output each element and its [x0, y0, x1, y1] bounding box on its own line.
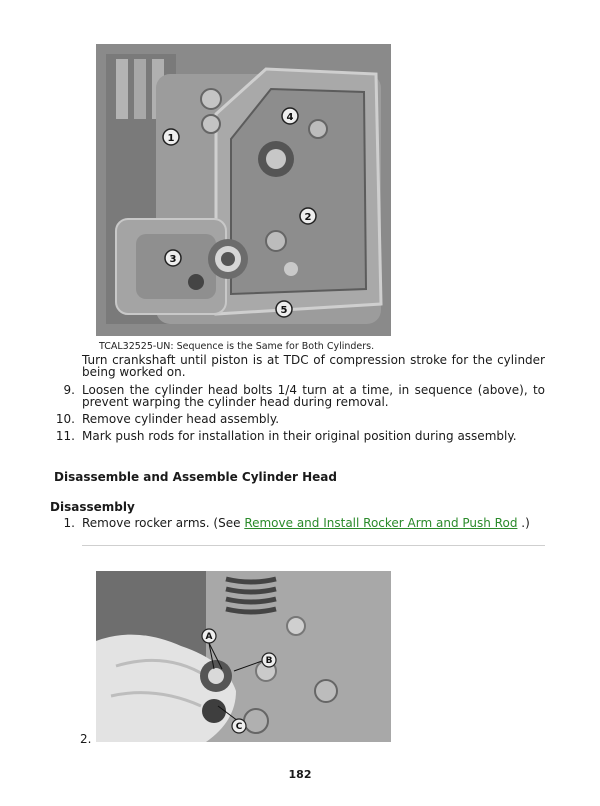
section-heading: Disassemble and Assemble Cylinder Head — [54, 470, 337, 484]
figure-caption: TCAL32525-UN: Sequence is the Same for Both Cylinders. — [99, 341, 375, 352]
callout-a-label: A — [205, 632, 213, 642]
step-text-prefix: Remove rocker arms. (See — [82, 516, 245, 530]
list-item-text — [82, 517, 545, 529]
rocker-arm-link[interactable]: Remove and Install Rocker Arm and Push Rod — [244, 516, 518, 530]
list-item-text: Mark push rods for installation in their original position during assembly. — [82, 429, 517, 443]
callout-3-label: 3 — [169, 254, 177, 265]
list-item-number: 11. — [55, 429, 75, 443]
cylinder-head-photo — [96, 44, 391, 336]
valve-spring-illustration — [96, 571, 391, 742]
valve-spring-photo — [96, 571, 391, 742]
callout-1-label: 1 — [167, 133, 175, 144]
list-item-text: Loosen the cylinder head bolts 1/4 turn at a time, in sequence (above), to prevent warping the cylinder head during removal. — [82, 383, 545, 409]
intro-step-text: Turn crankshaft until piston is at TDC of compression stroke for the cylinder being worked on. — [82, 353, 545, 379]
step-number-2: 2. — [80, 732, 92, 746]
callout-b-label: B — [265, 656, 273, 666]
list-item-number: 1. — [63, 516, 75, 530]
list-item-number: 10. — [55, 412, 75, 426]
cylinder-head-illustration — [96, 44, 391, 336]
callout-2-label: 2 — [304, 212, 312, 223]
step-text-suffix: .) — [517, 516, 530, 530]
list-item-number: 9. — [63, 383, 75, 397]
list-item-text: Remove cylinder head assembly. — [82, 412, 280, 426]
callout-4-label: 4 — [286, 112, 294, 123]
page-number: 182 — [288, 768, 312, 781]
callout-c-label: C — [235, 722, 243, 732]
divider — [82, 545, 545, 546]
callout-5-label: 5 — [280, 305, 288, 316]
subsection-heading: Disassembly — [50, 500, 135, 514]
